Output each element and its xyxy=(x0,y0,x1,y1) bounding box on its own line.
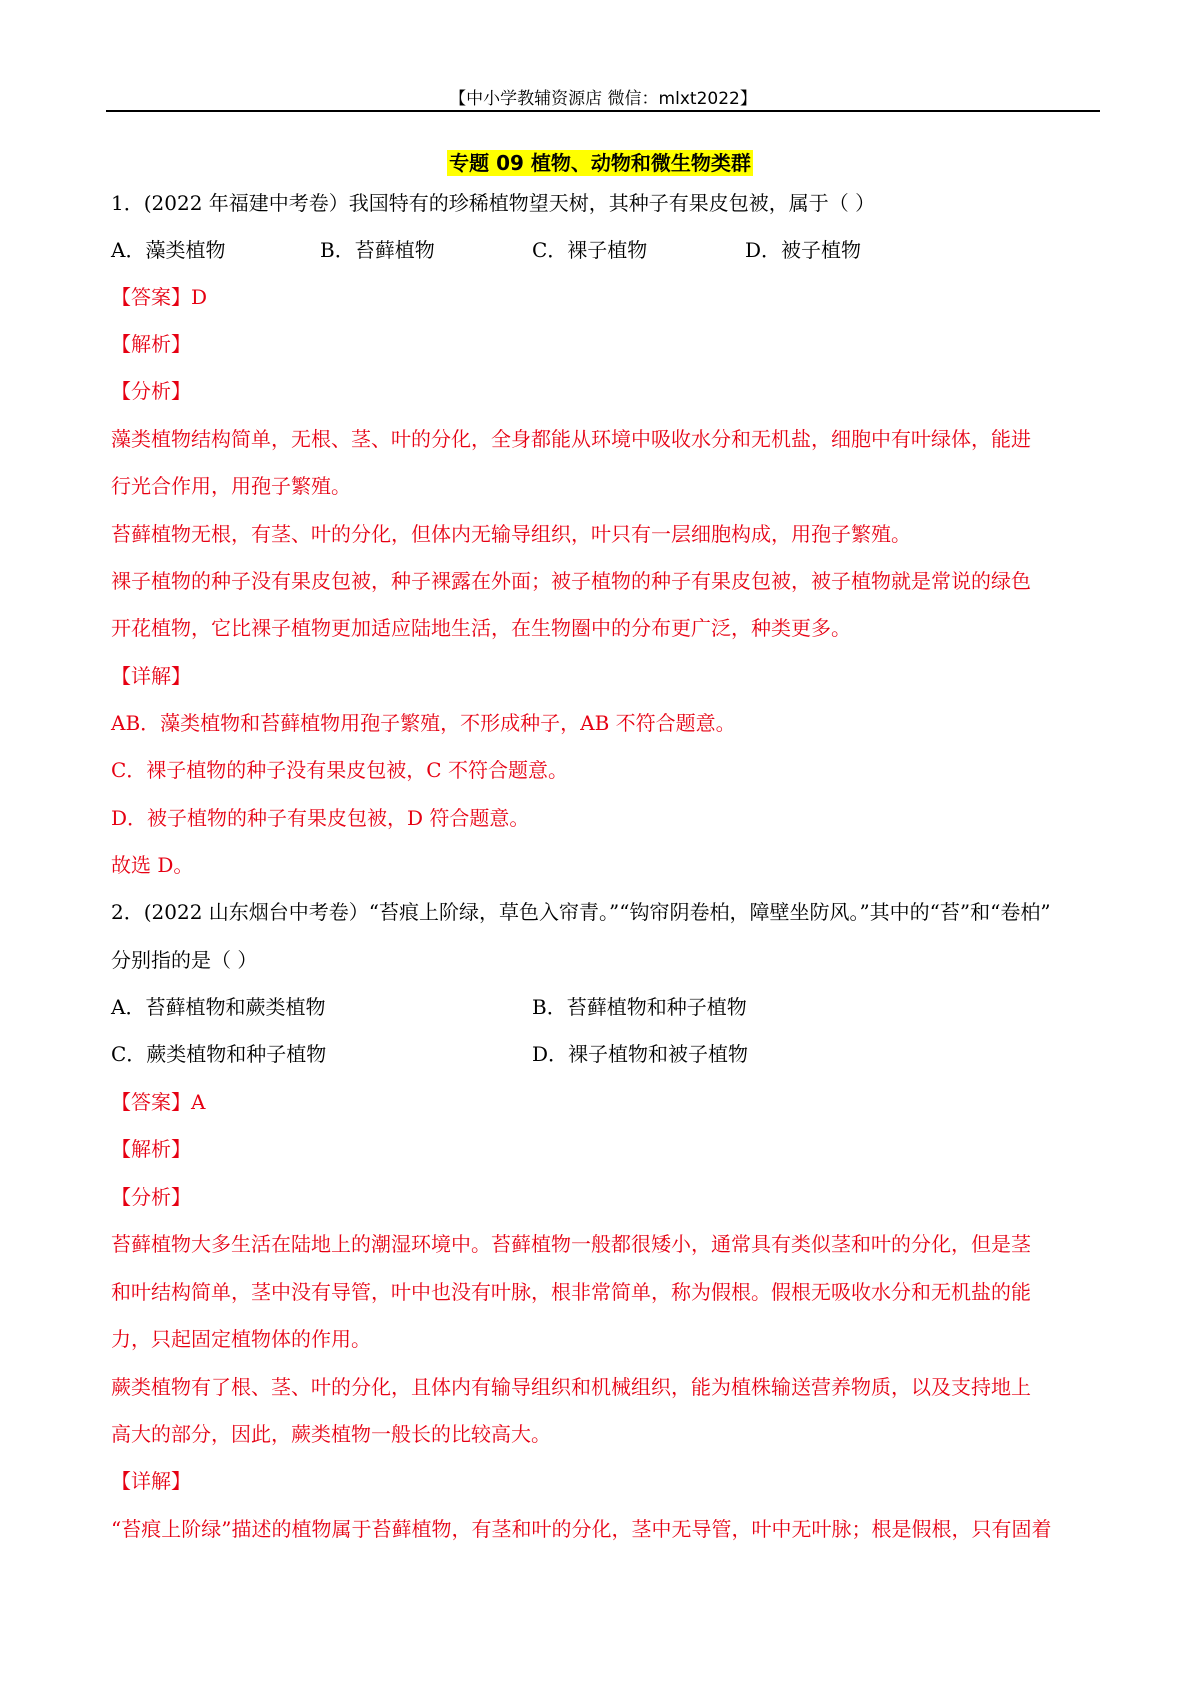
q2-analysis-line: 高大的部分，因此，蕨类植物一般长的比较高大。 xyxy=(111,1422,551,1446)
q1-analysis-line: 裸子植物的种子没有果皮包被，种子裸露在外面；被子植物的种子有果皮包被，被子植物就是常说的绿色 xyxy=(111,569,1031,593)
q1-option-b: B．苔藓植物 xyxy=(320,238,435,262)
q1-option-c: C．裸子植物 xyxy=(532,238,648,262)
page-header: 【中小学教辅资源店 微信：mlxt2022】 xyxy=(449,89,757,109)
q1-analysis-line: 开花植物，它比裸子植物更加适应陆地生活，在生物圈中的分布更广泛，种类更多。 xyxy=(111,616,851,640)
q1-option-a: A．藻类植物 xyxy=(111,238,226,262)
q1-detail-line: C．裸子植物的种子没有果皮包被，C 不符合题意。 xyxy=(111,758,568,782)
q2-detail-line: “苔痕上阶绿”描述的植物属于苔藓植物，有茎和叶的分化，茎中无导管，叶中无叶脉；根是假根，只有固着 xyxy=(111,1517,1052,1541)
q2-stem-cont: 分别指的是（ ） xyxy=(111,948,258,972)
q1-stem: 1．(2022 年福建中考卷）我国特有的珍稀植物望天树，其种子有果皮包被，属于（ ） xyxy=(111,191,876,215)
q1-analysis-line: 苔藓植物无根，有茎、叶的分化，但体内无输导组织，叶只有一层细胞构成，用孢子繁殖。 xyxy=(111,522,911,546)
q1-detail-line: D．被子植物的种子有果皮包被，D 符合题意。 xyxy=(111,806,530,830)
page-title xyxy=(0,147,1200,176)
q2-answer: 【答案】A xyxy=(111,1090,206,1114)
q2-option-a: A．苔藓植物和蕨类植物 xyxy=(111,995,326,1019)
q1-answer: 【答案】D xyxy=(111,285,208,309)
q1-xiangjie-heading: 【详解】 xyxy=(111,664,191,688)
q2-option-b: B．苔藓植物和种子植物 xyxy=(532,995,747,1019)
q2-option-d: D．裸子植物和被子植物 xyxy=(532,1042,749,1066)
q2-analysis-line: 力，只起固定植物体的作用。 xyxy=(111,1327,371,1351)
header-divider xyxy=(106,110,1100,112)
q1-jiexi-heading: 【解析】 xyxy=(111,332,191,356)
q2-stem: 2．(2022 山东烟台中考卷）“苔痕上阶绿，草色入帘青。”“钩帘阴卷柏，障壁坐防风。”其中的“苔”和“卷柏” xyxy=(111,900,1051,924)
q1-option-d: D．被子植物 xyxy=(745,238,862,262)
q2-analysis-line: 苔藓植物大多生活在陆地上的潮湿环境中。苔藓植物一般都很矮小，通常具有类似茎和叶的分化，但是茎 xyxy=(111,1232,1031,1256)
q1-detail-line: AB．藻类植物和苔藓植物用孢子繁殖，不形成种子，AB 不符合题意。 xyxy=(111,711,736,735)
q1-analysis-line: 藻类植物结构简单，无根、茎、叶的分化，全身都能从环境中吸收水分和无机盐，细胞中有叶绿体，能进 xyxy=(111,427,1031,451)
q1-analysis-line: 行光合作用，用孢子繁殖。 xyxy=(111,474,351,498)
q2-option-c: C．蕨类植物和种子植物 xyxy=(111,1042,327,1066)
q2-xiangjie-heading: 【详解】 xyxy=(111,1469,191,1493)
q2-fenxi-heading: 【分析】 xyxy=(111,1185,191,1209)
title-highlight: 专题 09 植物、动物和微生物类群 xyxy=(449,151,751,175)
q2-analysis-line: 和叶结构简单，茎中没有导管，叶中也没有叶脉，根非常简单，称为假根。假根无吸收水分和无机盐的能 xyxy=(111,1280,1031,1304)
q1-fenxi-heading: 【分析】 xyxy=(111,379,191,403)
q2-analysis-line: 蕨类植物有了根、茎、叶的分化，且体内有输导组织和机械组织，能为植株输送营养物质，以及支持地上 xyxy=(111,1375,1031,1399)
q1-conclusion: 故选 D。 xyxy=(111,853,194,877)
q2-jiexi-heading: 【解析】 xyxy=(111,1137,191,1161)
